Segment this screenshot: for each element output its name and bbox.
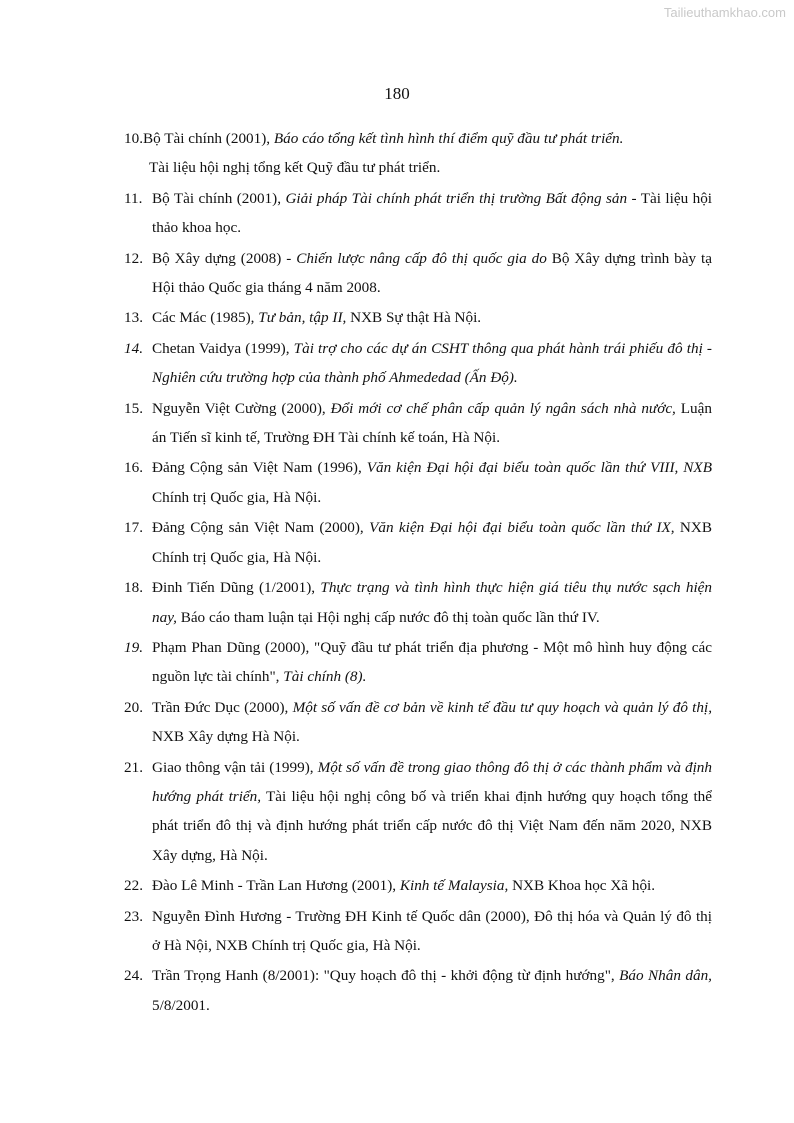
reference-text-tail: NXB Sự thật Hà Nội. (346, 309, 482, 327)
reference-text: Trần Đức Dục (2000), (152, 698, 293, 716)
reference-title: Báo Nhân dân, (619, 967, 712, 985)
reference-item (124, 303, 712, 332)
reference-text: Đảng Cộng sản Việt Nam (2000), (152, 519, 370, 537)
reference-title: Đổi mới cơ chế phân cấp quản lý ngân sách nhà nước, (330, 399, 676, 417)
reference-title: Một số vấn đề cơ bản về kinh tế đầu tư quy hoạch và quản lý đô thị, (292, 698, 712, 716)
reference-text: Chetan Vaidya (1999), (152, 339, 294, 357)
reference-text: Giao thông vận tải (1999), (152, 758, 318, 776)
reference-item (124, 753, 712, 871)
reference-title: Giải pháp Tài chính phát triển thị trường Bất động sản (285, 189, 628, 207)
reference-number: 11. (124, 189, 143, 207)
reference-text: Nguyễn Việt Cường (2000), (152, 399, 331, 417)
reference-title: Thực trạng và tình hình thực hiện giá tiêu thụ nước sạch hiện nay, (152, 579, 712, 626)
reference-text-tail: 5/8/2001. (152, 996, 210, 1014)
reference-number: 19. (124, 638, 143, 656)
reference-text-tail: NXB Khoa học Xã hội. (508, 877, 656, 895)
reference-number: 22. (124, 877, 143, 895)
reference-item (124, 961, 712, 1020)
reference-title: Tài chính (8). (283, 668, 367, 686)
reference-text: Phạm Phan Dũng (2000), "Quỹ đầu tư phát triển địa phương - Một mô hình huy động các nguồn lực tài chính", (152, 638, 712, 686)
reference-item (124, 693, 712, 752)
reference-text-tail: NXB Chính trị Quốc gia, Hà Nội. (152, 519, 712, 566)
reference-text: Trần Trọng Hanh (8/2001): "Quy hoạch đô thị - khởi động từ định hướng", (152, 967, 620, 985)
reference-item (124, 453, 712, 512)
reference-text: Nguyễn Đình Hương - Trường ĐH Kinh tế Quốc dân (2000), Đô thị hóa và Quản lý đô thị ở Hà Nội, NXB Chính trị Quốc gia, Hà Nội. (152, 907, 712, 954)
reference-item (124, 902, 712, 961)
reference-text: Đảng Cộng sản Việt Nam (1996), (152, 459, 367, 477)
reference-text: Đào Lê Minh - Trần Lan Hương (2001), (152, 877, 400, 895)
reference-title: Báo cáo tổng kết tình hình thí điểm quỹ đầu tư phát triển. (273, 130, 624, 147)
reference-title: Tài trợ cho các dự án CSHT thông qua phát hành trái phiếu đô thị - Nghiên cứu trường hợp của thành phố Ahmededad (Ấn Độ). (152, 339, 712, 387)
reference-list (124, 124, 712, 1021)
reference-text: Đinh Tiến Dũng (1/2001), (152, 579, 321, 597)
reference-text-tail: Tài liệu hội nghị công bố và triển khai định hướng quy hoạch tổng thể phát triển đô thị và định hướng phát triển cấp nước đô thị Việt Nam đến năm 2020, NXB Xây dựng, Hà Nội. (152, 787, 712, 864)
reference-text: Các Mác (1985), (152, 309, 259, 327)
reference-text: Bộ Tài chính (2001), (152, 189, 286, 207)
reference-title: Văn kiện Đại hội đại biểu toàn quốc lần thứ IX, (369, 519, 675, 537)
reference-title: Văn kiện Đại hội đại biểu toàn quốc lần thứ VIII, NXB (366, 459, 712, 477)
reference-item (124, 394, 712, 453)
reference-number: 14. (124, 339, 143, 357)
watermark: Tailieuthamkhao.com (663, 5, 786, 20)
reference-item (124, 334, 712, 393)
reference-number: 17. (124, 519, 143, 537)
reference-item (124, 513, 712, 572)
reference-number: 12. (124, 249, 143, 267)
page-number: 180 (384, 84, 410, 103)
reference-text-continued: Tài liệu hội nghị tổng kết Quỹ đầu tư phát triển. (149, 159, 441, 177)
reference-number: 10. (124, 130, 143, 147)
reference-text-tail: Chính trị Quốc gia, Hà Nội. (152, 488, 322, 506)
reference-item (124, 184, 712, 243)
reference-text-tail: Báo cáo tham luận tại Hội nghị cấp nước đô thị toàn quốc lần thứ IV. (176, 608, 600, 626)
reference-item (124, 573, 712, 632)
reference-text: Bộ Xây dựng (2008) - (152, 249, 297, 267)
reference-number: 18. (124, 579, 143, 597)
reference-title: Chiến lược nâng cấp đô thị quốc gia do (296, 249, 547, 267)
reference-item (124, 244, 712, 303)
reference-number: 20. (124, 698, 143, 716)
reference-text-tail: Luận án Tiến sĩ kinh tế, Trường ĐH Tài chính kế toán, Hà Nội. (152, 399, 712, 447)
reference-item (124, 871, 712, 900)
reference-number: 16. (124, 459, 143, 477)
reference-title: Một số vấn đề trong giao thông đô thị ở các thành phẩm và định hướng phát triển, (152, 758, 712, 805)
reference-number: 13. (124, 309, 143, 327)
reference-number: 24. (124, 967, 143, 985)
reference-title: Kinh tế Malaysia, (399, 877, 509, 895)
reference-number: 15. (124, 399, 143, 417)
reference-number: 23. (124, 907, 143, 925)
reference-text-tail: NXB Xây dựng Hà Nội. (152, 728, 300, 746)
reference-number: 21. (124, 758, 143, 776)
reference-text: Bộ Tài chính (2001), (142, 130, 274, 147)
reference-text-tail: Bộ Xây dựng trình bày tạ Hội thảo Quốc gia tháng 4 năm 2008. (152, 249, 712, 297)
reference-text-tail: - Tài liệu hội thảo khoa học. (152, 189, 713, 237)
reference-item (124, 124, 712, 183)
reference-title: Tư bản, tập II, (258, 309, 347, 327)
reference-item (124, 633, 712, 692)
